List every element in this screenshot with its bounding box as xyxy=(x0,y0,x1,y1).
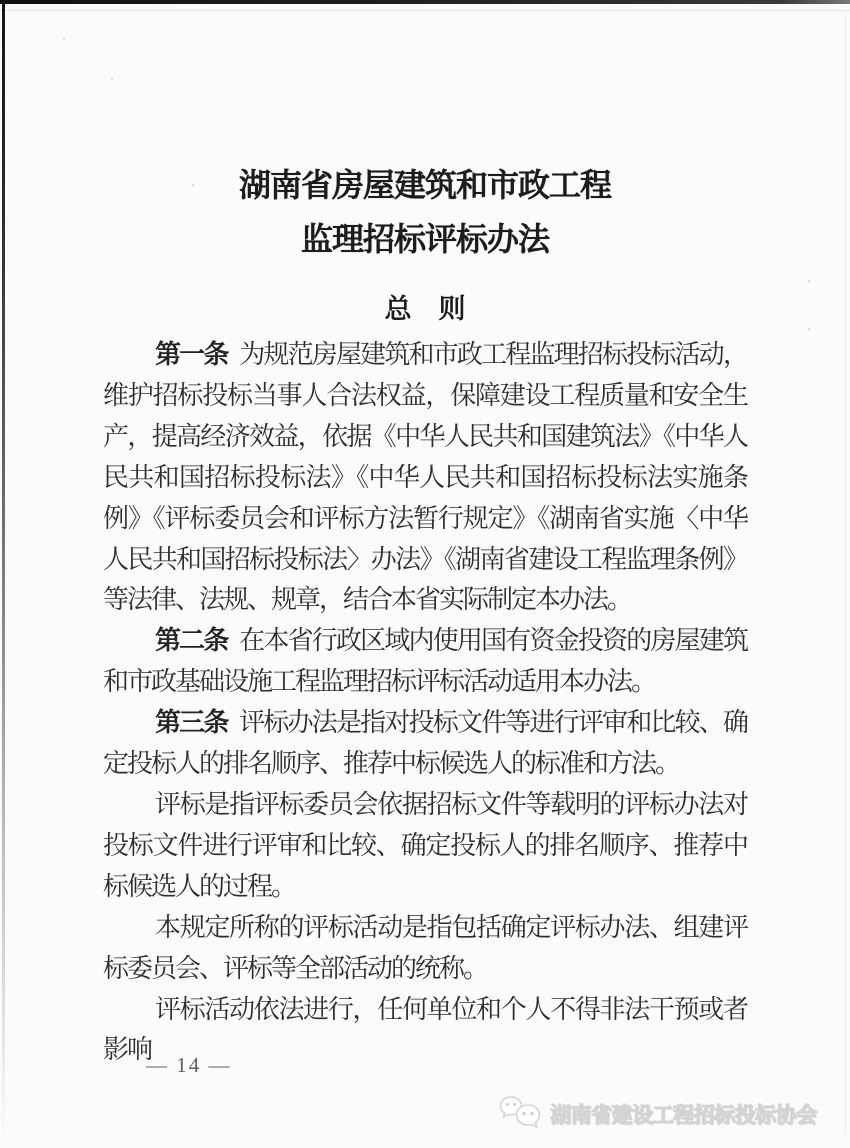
scan-edge-left xyxy=(2,2,5,1142)
section-heading-general-provisions: 总 则 xyxy=(384,294,466,324)
document-title-line-1: 湖南省房屋建筑和市政工程 xyxy=(238,167,611,203)
page-number: — 14 — xyxy=(146,1053,232,1077)
scan-speck xyxy=(808,328,810,330)
paragraph-evaluation-definition xyxy=(103,785,747,908)
scan-edge-top xyxy=(0,0,850,4)
article-1-label: 第一条 xyxy=(155,340,228,369)
paragraph-article-1 xyxy=(103,335,747,621)
scan-speck xyxy=(808,280,810,282)
article-2-text: 在本省行政区域内使用国有资金投资的房屋建筑和市政基础设施工程监理招标评标活动适用本办法。 xyxy=(103,626,747,697)
association-watermark-text: 湖南省建设工程招标投标协会 xyxy=(550,1103,817,1127)
article-3-text: 评标办法是指对投标文件等进行评审和比较、确定投标人的排名顺序、推荐中标候选人的标准和方法。 xyxy=(103,708,747,779)
activity-definition-text: 本规定所称的评标活动是指包括确定评标办法、组建评标委员会、评标等全部活动的统称。 xyxy=(103,912,747,983)
document-title xyxy=(103,158,747,266)
article-2-label: 第二条 xyxy=(155,626,228,656)
scan-speck xyxy=(111,78,113,80)
paragraph-activity-definition xyxy=(103,908,747,990)
evaluation-definition-text: 评标是指评标委员会依据招标文件等载明的评标办法对投标文件进行评审和比较、确定投标人的排名顺序、推荐中标候选人的过程。 xyxy=(103,789,747,901)
document-body xyxy=(103,335,747,1071)
paragraph-article-3 xyxy=(103,703,747,785)
document-title-line-2: 监理招标评标办法 xyxy=(300,221,549,257)
scan-edge-top-faint xyxy=(0,10,850,11)
chat-bubbles-logo-icon xyxy=(498,1094,544,1134)
lawful-conduct-text: 评标活动依法进行，任何单位和个人不得非法干预或者影响 xyxy=(103,994,747,1065)
paragraph-article-2 xyxy=(103,621,747,703)
association-watermark xyxy=(498,1094,817,1134)
article-1-text: 为规范房屋建筑和市政工程监理招标投标活动，维护招标投标当事人合法权益，保障建设工程质量和安全生产，提高经济效益，依据《中华人民共和国建筑法》《中华人民共和国招标投标法》《中华人民共和国招标投标法实施条例》《评标委员会和评标方法暂行规定》《湖南省实施〈中华人民共和国招标投标法〉办法》《湖南省建设工程监理条例》等法律、法规、规章，结合本省实际制定本办法。 xyxy=(103,340,747,615)
scan-speck xyxy=(63,38,65,40)
article-3-label: 第三条 xyxy=(155,708,228,738)
scan-edge-right xyxy=(845,14,846,1134)
